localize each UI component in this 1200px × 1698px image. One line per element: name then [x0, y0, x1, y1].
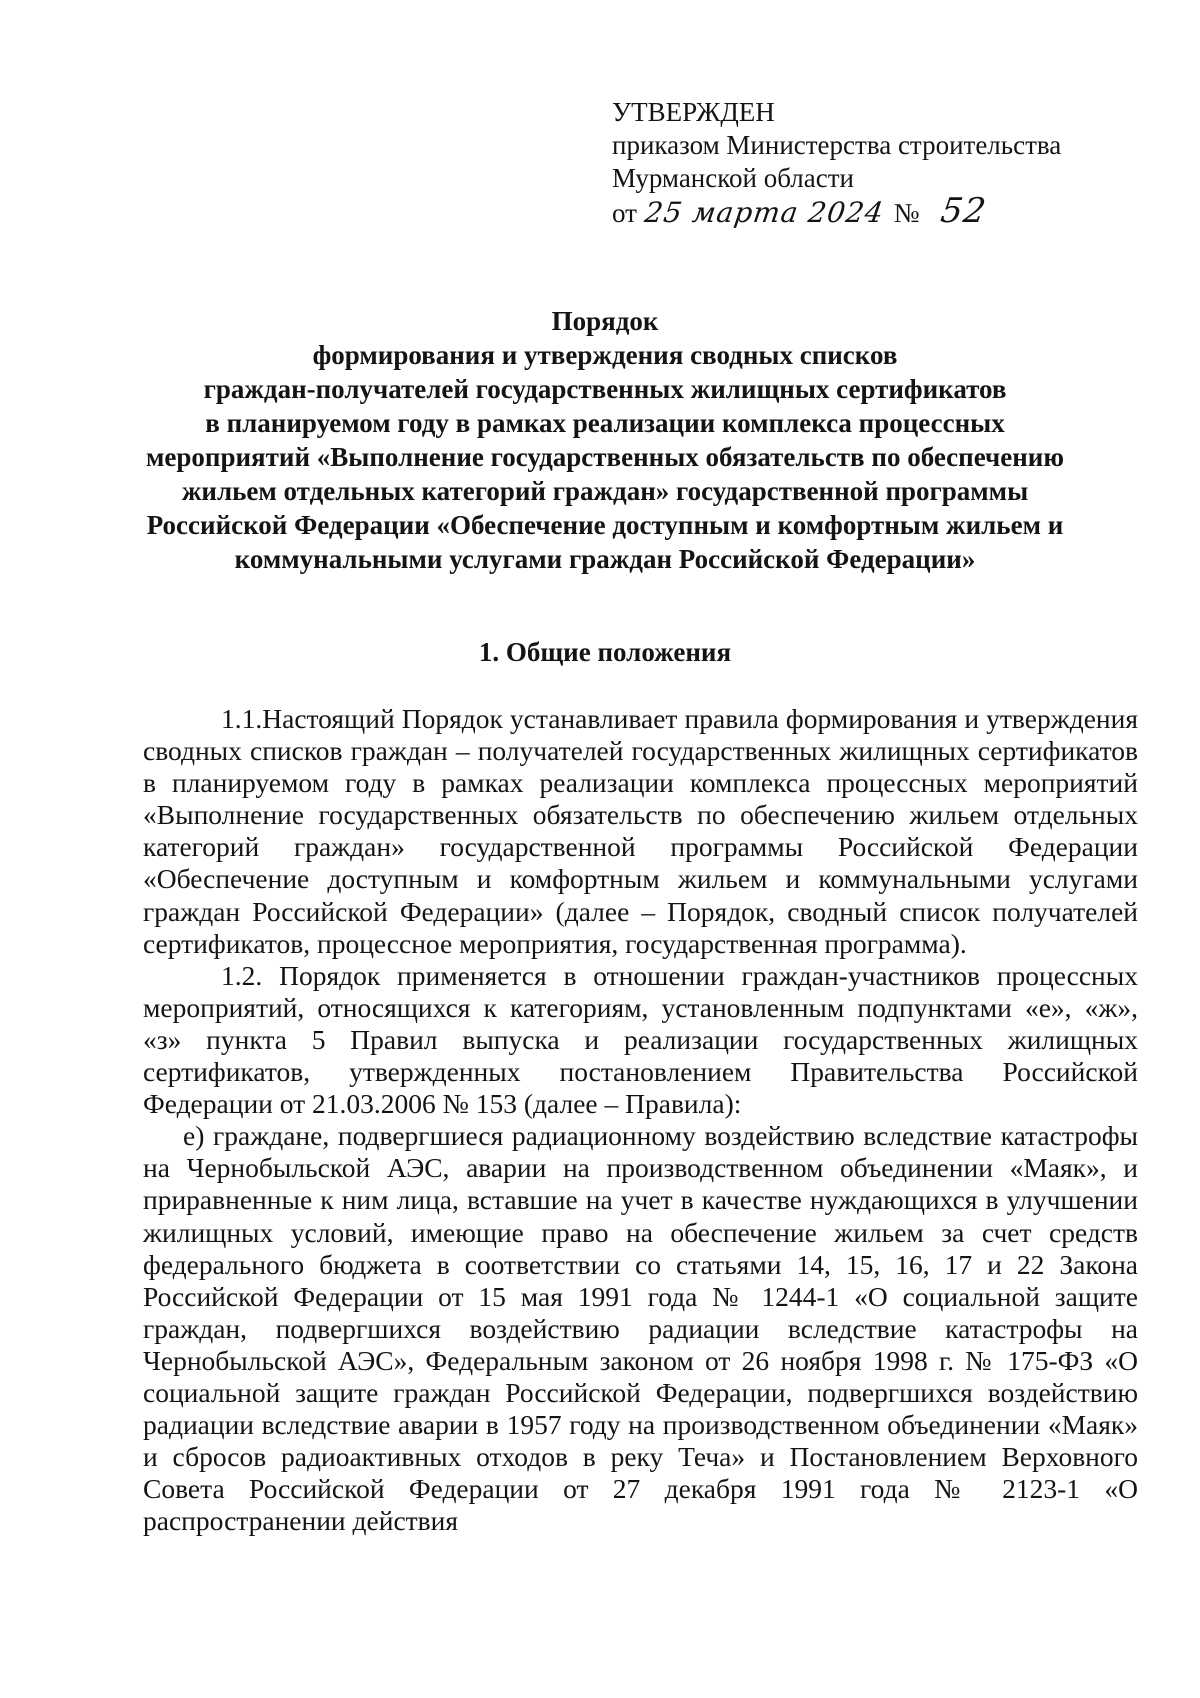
approval-date-prefix: от: [612, 198, 637, 228]
approval-date-row: [612, 191, 1132, 235]
document-title: [135, 304, 1075, 576]
title-line: формирования и утверждения сводных списков: [312, 340, 898, 370]
approval-heading: УТВЕРЖДЕН: [612, 97, 775, 127]
paragraph-1-1: 1.1.Настоящий Порядок устанавливает правила формирования и утверждения сводных списков граждан – получателей государственных жилищных сертификатов в планируемом году в рамках реализации комплекса процессных мероприятий «Выполнение государственных обязательств по обеспечению жильем отдельных категорий граждан» государственной программы Российской Федерации «Обеспечение доступным и комфортным жильем и коммунальными услугами граждан Российской Федерации» (далее – Порядок, сводный список получателей сертификатов, процессное мероприятия, государственная программа).: [143, 703, 1138, 959]
approval-order-line: приказом Министерства строительства: [612, 130, 1062, 160]
approval-region-line: Мурманской области: [612, 163, 854, 193]
section-body: [143, 703, 1138, 1537]
title-line: жильем отдельных категорий граждан» государственной программы: [181, 476, 1029, 506]
title-line: в планируемом году в рамках реализации комплекса процессных: [205, 408, 1005, 438]
handwritten-number: 52: [938, 191, 990, 231]
approval-stamp-block: [612, 96, 1132, 235]
title-line: коммунальными услугами граждан Российской Федерации»: [234, 544, 976, 574]
paragraph-subitem-e: е) граждане, подвергшиеся радиационному воздействию вследствие катастрофы на Чернобыльской АЭС, аварии на производственном объединении «Маяк», и приравненные к ним лица, вставшие на учет в качестве нуждающихся в улучшении жилищных условий, имеющие право на обеспечение жильем за счет средств федерального бюджета в соответствии со статьями 14, 15, 16, 17 и 22 Закона Российской Федерации от 15 мая 1991 года № 1244-1 «О социальной защите граждан, подвергшихся воздействию радиации вследствие катастрофы на Чернобыльской АЭС», Федеральным законом от 26 ноября 1998 г. № 175-ФЗ «О социальной защите граждан Российской Федерации, подвергшихся воздействию радиации вследствие аварии в 1957 году на производственном объединении «Маяк» и сбросов радиоактивных отходов в реку Теча» и Постановлением Верховного Совета Российской Федерации от 27 декабря 1991 года № 2123-1 «О распространении действия: [143, 1120, 1138, 1537]
section-heading: 1. Общие положения: [478, 637, 732, 667]
handwritten-date: 25 марта 2024: [642, 196, 887, 229]
title-line: Порядок: [551, 306, 659, 336]
approval-number-sign: №: [893, 198, 920, 228]
title-line: Российской Федерации «Обеспечение доступным и комфортным жильем и: [146, 510, 1064, 540]
title-line: мероприятий «Выполнение государственных обязательств по обеспечению: [146, 442, 1064, 472]
title-line: граждан-получателей государственных жилищных сертификатов: [203, 374, 1007, 404]
paragraph-1-2: 1.2. Порядок применяется в отношении граждан-участников процессных мероприятий, относящихся к категориям, установленным подпунктами «е», «ж», «з» пункта 5 Правил выпуска и реализации государственных жилищных сертификатов, утвержденных постановлением Правительства Российской Федерации от 21.03.2006 № 153 (далее – Правила):: [143, 959, 1138, 1120]
